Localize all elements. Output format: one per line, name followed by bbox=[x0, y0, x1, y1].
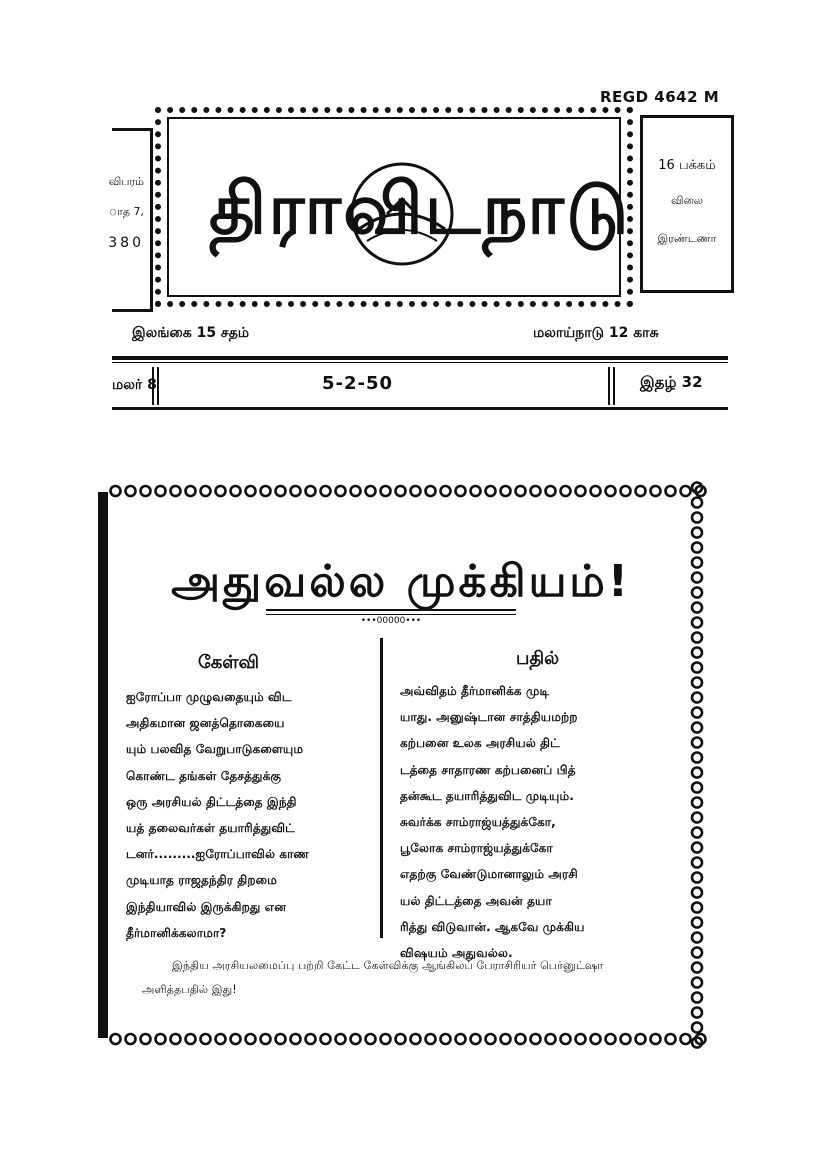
footer-note bbox=[142, 954, 662, 1002]
issue-number: இதழ் 32 bbox=[640, 373, 703, 391]
title-underline bbox=[266, 609, 516, 611]
answer-line: பூலோக சாம்ராஜ்யத்துக்கோ bbox=[400, 841, 553, 856]
issue-divider-left bbox=[152, 367, 159, 405]
issue-rule-thin bbox=[112, 362, 728, 363]
left-box-line-2: ாத 7, bbox=[108, 205, 144, 218]
question-line: ஐரோப்பா முழுவதையும் விட bbox=[126, 690, 292, 704]
price-malaya: மலாய்நாடு 12 காசு bbox=[533, 325, 659, 341]
frame-border-left bbox=[98, 492, 108, 1038]
answer-heading: பதில் bbox=[516, 648, 560, 669]
answer-line: எதற்கு வேண்டுமானாலும் அரசி bbox=[400, 867, 578, 882]
frame-border-right bbox=[686, 480, 708, 1050]
question-line: தீர்மானிக்கலாமா? bbox=[126, 925, 227, 940]
answer-line: விஷயம் அதுவல்ல. bbox=[400, 946, 513, 961]
answer-line: ரித்து விடுவான். ஆகவே முக்கிய bbox=[400, 919, 585, 934]
issue-rule-thick bbox=[112, 356, 728, 360]
left-info-box bbox=[108, 128, 153, 312]
answer-line: யாது. அனுஷ்டான சாத்தியமற்ற bbox=[400, 710, 578, 725]
article-body bbox=[116, 506, 686, 1028]
question-line: யும் பலவித வேறுபாடுகளையும bbox=[126, 742, 304, 757]
footer-line-2: அளித்தபதில் இது! bbox=[142, 983, 237, 996]
page-count: 16 பக்கம் bbox=[658, 158, 716, 173]
issue-row bbox=[112, 365, 728, 410]
issue-divider-right bbox=[608, 367, 615, 405]
masthead bbox=[155, 107, 633, 307]
left-box-line-1: விபரம் bbox=[108, 175, 144, 188]
column-divider bbox=[380, 638, 383, 938]
question-line: ஒரு அரசியல் திட்டத்தை இந்தி bbox=[126, 794, 297, 809]
question-line: முடியாத ராஜதந்திர திறமை bbox=[126, 873, 277, 888]
right-info-box bbox=[640, 115, 734, 293]
left-box-line-3: 380 bbox=[108, 235, 144, 251]
footer-line-1: இந்திய அரசியலமைப்பு பற்றி கேட்ட கேள்விக்கு ஆங்கிலப் பேராசிரியர் பெர்னுட்ஷா bbox=[172, 959, 604, 972]
price-value: இரண்டணா bbox=[657, 232, 717, 245]
answer-text bbox=[400, 678, 656, 966]
article-frame bbox=[98, 480, 708, 1050]
question-text bbox=[126, 684, 366, 946]
volume-label: மலர் 8 bbox=[112, 377, 157, 393]
answer-line: டத்தை சாதாரண கற்பனைப் பித் bbox=[400, 762, 576, 777]
question-heading: கேள்வி bbox=[198, 652, 260, 673]
masthead-title: திராவிடநாடு bbox=[209, 167, 631, 250]
answer-line: யல் திட்டத்தை அவன் தயா bbox=[400, 893, 552, 908]
title-ornament: •••00000••• bbox=[360, 616, 422, 626]
answer-line: தன்கூட தயாரித்துவிட முடியும். bbox=[400, 788, 574, 803]
answer-line: கற்பனை உலக அரசியல் திட் bbox=[400, 736, 560, 751]
question-line: இந்தியாவில் இருக்கிறது என bbox=[126, 899, 287, 914]
frame-border-bottom bbox=[108, 1028, 708, 1050]
question-line: யத் தலைவர்கள் தயாரித்துவிட் bbox=[126, 821, 295, 836]
article-title: அதுவல்ல முக்கியம்! bbox=[171, 556, 631, 607]
registration-number: REGD 4642 M bbox=[600, 88, 720, 106]
issue-date: 5-2-50 bbox=[322, 373, 394, 394]
question-line: அதிகமான ஜனத்தொகையை bbox=[126, 716, 285, 731]
question-line: டனர்.........ஐரோப்பாவில் காண bbox=[126, 847, 310, 862]
title-underline-thin bbox=[266, 614, 516, 615]
masthead-inner-frame bbox=[167, 117, 631, 297]
frame-border-top bbox=[108, 480, 708, 502]
answer-line: சுவர்க்க சாம்ராஜ்யத்துக்கோ, bbox=[400, 815, 556, 830]
price-ceylon: இலங்கை 15 சதம் bbox=[132, 325, 250, 341]
price-label: விலை bbox=[670, 194, 704, 207]
question-line: கொண்ட தங்கள் தேசத்துக்கு bbox=[126, 768, 282, 783]
answer-line: அவ்விதம் தீர்மானிக்க முடி bbox=[400, 684, 550, 698]
